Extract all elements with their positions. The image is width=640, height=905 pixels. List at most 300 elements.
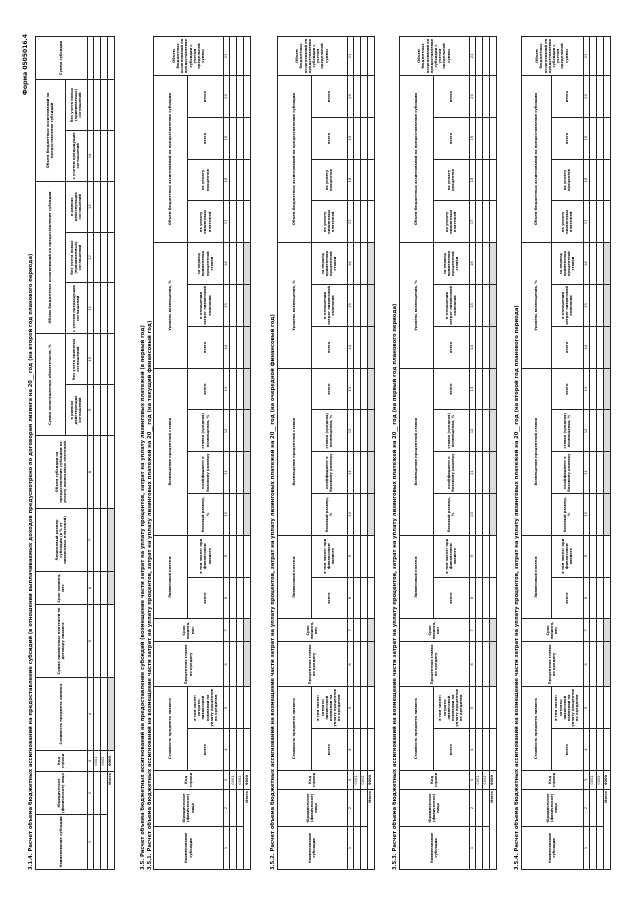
header-cell: Лизинговый размер субсидии (в % от лизинговых платежей) xyxy=(35,508,87,571)
table-cell xyxy=(360,618,367,641)
table-cell xyxy=(353,686,360,728)
table-cell xyxy=(596,789,603,826)
table-cell xyxy=(596,409,603,451)
header-cell: в том числе: затраты лизинговой компании на уплату процентов по кредитам xyxy=(551,686,583,728)
table-cell xyxy=(367,618,374,641)
table-cell: 7 xyxy=(224,618,230,641)
table-cell xyxy=(237,789,244,826)
section-title: 3.5. Расчет объема бюджетных ассигнований на предоставление субсидий (возмещение части затрат на уплату процентов, затрат на уплату лизинговых платежей (в первый год) xyxy=(140,324,146,870)
table-cell xyxy=(596,826,603,869)
table-cell xyxy=(482,577,489,619)
table-cell xyxy=(237,200,244,242)
table-cell xyxy=(475,159,482,201)
table-cell xyxy=(230,368,237,410)
header-cell: коэффициент к базовому размеру xyxy=(433,451,469,493)
table-cell xyxy=(475,826,482,869)
header-cell: базовый размер, % xyxy=(551,493,583,535)
table-cell: 14 xyxy=(583,326,589,368)
table-cell: 2 xyxy=(583,789,589,826)
table-cell xyxy=(244,618,251,641)
table-cell xyxy=(230,789,237,826)
col-num: 7 xyxy=(87,508,93,571)
col-num: 8 xyxy=(87,435,93,508)
table-cell xyxy=(475,641,482,686)
table-cell: 11 xyxy=(469,451,475,493)
table-cell: 2 xyxy=(469,789,475,826)
header-cell: на уплату процентов xyxy=(433,159,469,201)
table-cell: 7 xyxy=(583,618,589,641)
header-cell: Юридическое (физическое) лицо xyxy=(521,789,583,826)
table-cell xyxy=(596,728,603,770)
table-cell xyxy=(244,368,251,410)
header-cell: в рамках действующих соглашений xyxy=(65,384,87,435)
table-cell xyxy=(603,242,610,284)
table-cell: 20 xyxy=(347,75,353,117)
table-cell xyxy=(353,789,360,826)
table-cell xyxy=(353,117,360,159)
header-cell: Уровень возмещения, % xyxy=(277,242,311,367)
section-subtitle: 3.5.1. Расчет объема бюджетных ассигнований на возмещение части затрат на уплату процентов, затрат на уплату лизинговых платежей на 20__ год (на текущий финансовый год) xyxy=(146,320,153,870)
col-num: 2 xyxy=(87,771,93,814)
table-cell xyxy=(93,130,100,181)
table-cell xyxy=(360,535,367,577)
header-cell: всего xyxy=(188,117,224,159)
table-cell: 10 xyxy=(224,493,230,535)
table-cell xyxy=(482,641,489,686)
table-cell xyxy=(596,242,603,284)
table-cell: 18 xyxy=(224,159,230,201)
header-cell: базовый размер, % xyxy=(188,493,224,535)
header-cell: всего xyxy=(188,326,224,368)
table-cell xyxy=(100,384,107,435)
header-cell: Лизинговый платеж xyxy=(154,535,188,619)
table-cell: 17 xyxy=(583,200,589,242)
table-cell xyxy=(589,728,596,770)
table-cell xyxy=(489,242,496,284)
table-cell xyxy=(93,508,100,571)
table-cell xyxy=(603,409,610,451)
col-num: 6 xyxy=(87,571,93,604)
table-cell xyxy=(237,686,244,728)
table-cell xyxy=(589,641,596,686)
table-cell xyxy=(475,451,482,493)
table-cell: 3 xyxy=(224,770,230,789)
header-cell: Юридическое (физическое) лицо xyxy=(277,789,347,826)
header-cell: всего xyxy=(311,326,347,368)
total-code: 9000 xyxy=(107,750,114,771)
header-cell: Код строки xyxy=(399,770,469,789)
header-cell: в отношении затрат лизинговой компании xyxy=(311,284,347,326)
table-cell xyxy=(482,159,489,201)
table-cell: 18 xyxy=(347,159,353,201)
table-cell xyxy=(93,384,100,435)
table-row xyxy=(100,36,107,869)
header-cell: итого xyxy=(551,75,583,117)
table-cell xyxy=(244,535,251,577)
table-cell: Итого xyxy=(603,789,610,869)
table-cell xyxy=(100,282,107,333)
table-cell xyxy=(489,409,496,451)
table-cell xyxy=(93,771,100,814)
header-cell: ставка (средняя) возмещения, % xyxy=(551,409,583,451)
table-cell xyxy=(589,493,596,535)
table-cell xyxy=(360,159,367,201)
table-cell xyxy=(596,451,603,493)
header-cell: коэффициент к базовому размеру xyxy=(551,451,583,493)
table-cell xyxy=(596,75,603,117)
table-cell xyxy=(244,641,251,686)
header-cell: на уплату процентов xyxy=(311,159,347,201)
table-cell: 7 xyxy=(469,618,475,641)
header-cell: Лизинговый платеж xyxy=(277,535,311,619)
table-cell xyxy=(100,130,107,181)
header-cell: Срок лизинга, мес xyxy=(521,618,583,641)
header-cell: в отношении затрат лизинговой компании xyxy=(433,284,469,326)
table-cell: 0002 xyxy=(596,770,603,789)
table-cell: Итого xyxy=(244,789,251,869)
table-cell xyxy=(589,618,596,641)
table-cell xyxy=(596,368,603,410)
table-cell xyxy=(482,368,489,410)
table-cell xyxy=(482,326,489,368)
header-cell: Наименование субсидии xyxy=(399,826,469,869)
table-cell: 13 xyxy=(469,368,475,410)
table-cell: 0001 xyxy=(589,770,596,789)
header-cell: на уплату лизинговых платежей xyxy=(188,200,224,242)
header-cell: всего xyxy=(188,728,224,770)
table-cell xyxy=(100,232,107,283)
table-cell xyxy=(100,435,107,508)
table-cell xyxy=(489,451,496,493)
table-cell: Итого xyxy=(489,789,496,869)
row-code: 0002 xyxy=(100,750,107,771)
section-title: 3.5.2. Расчет объема бюджетных ассигнований на возмещение части затрат на уплату процентов, затрат на уплату лизинговых платежей на 20__ год (на очередной финансовый год) xyxy=(270,313,276,870)
table-cell xyxy=(360,686,367,728)
table-cell xyxy=(475,200,482,242)
table-cell xyxy=(353,535,360,577)
table-cell xyxy=(230,577,237,619)
table-cell xyxy=(244,200,251,242)
table-cell xyxy=(482,242,489,284)
header-cell: всего xyxy=(433,326,469,368)
header-cell: Наименование субсидии xyxy=(277,826,347,869)
header-cell: Возмещение процентной ставки xyxy=(521,368,551,535)
table-cell xyxy=(475,493,482,535)
table-cell xyxy=(360,728,367,770)
table-cell xyxy=(360,409,367,451)
table-cell xyxy=(360,117,367,159)
header-cell: коэффициент к базовому размеру xyxy=(188,451,224,493)
header-cell: с учетом предыдущих соглашений xyxy=(65,282,87,333)
table-cell: 10 xyxy=(347,493,353,535)
table-cell xyxy=(360,789,367,826)
table-cell: 4 xyxy=(224,728,230,770)
table-cell xyxy=(100,79,107,130)
table-cell xyxy=(596,577,603,619)
header-cell: в том числе: при финансовом лизинге xyxy=(311,535,347,577)
table-row xyxy=(589,36,596,869)
header-cell: на уплату лизинговых платежей xyxy=(433,200,469,242)
table-cell xyxy=(589,326,596,368)
table-cell xyxy=(353,493,360,535)
table-cell xyxy=(244,159,251,201)
header-cell: Процентная ставка по кредиту xyxy=(521,641,583,686)
table-cell xyxy=(589,284,596,326)
table-cell: 15 xyxy=(469,284,475,326)
table-cell xyxy=(230,159,237,201)
row-code: 0001 xyxy=(93,750,100,771)
header-cell: Лизинговый платеж xyxy=(521,535,551,619)
header-cell: ставка (средняя) возмещения, % xyxy=(433,409,469,451)
header-cell: Наименование субсидии xyxy=(35,814,87,869)
table-cell: 4 xyxy=(347,728,353,770)
table-cell xyxy=(360,577,367,619)
header-cell: итого xyxy=(311,75,347,117)
table-cell: 21 xyxy=(347,36,353,75)
table-cell xyxy=(237,75,244,117)
table-cell xyxy=(589,200,596,242)
header-cell: всего xyxy=(433,368,469,410)
table-cell xyxy=(603,326,610,368)
col-num: 11 xyxy=(87,282,93,333)
table-row xyxy=(475,36,482,869)
table-cell xyxy=(230,242,237,284)
table-cell xyxy=(244,577,251,619)
header-cell: на уплату процентов xyxy=(551,159,583,201)
header-cell: Стоимость предмета лизинга xyxy=(35,677,87,750)
table-cell xyxy=(100,677,107,750)
table-cell xyxy=(482,117,489,159)
table-cell xyxy=(107,604,114,677)
table-cell xyxy=(244,117,251,159)
header-cell: Объем бюджетных ассигнований на предоставление субсидии xyxy=(35,181,65,334)
table-cell xyxy=(230,284,237,326)
header-cell: Срок лизинга, мес xyxy=(277,618,347,641)
table-cell xyxy=(482,686,489,728)
table-cell: 5 xyxy=(347,686,353,728)
table-cell xyxy=(360,75,367,117)
header-cell: Код строки xyxy=(35,750,87,771)
table-cell: 9000 xyxy=(489,770,496,789)
table-cell xyxy=(230,618,237,641)
table-cell xyxy=(482,284,489,326)
header-cell: без учета новых (принимаемых) соглашений xyxy=(65,232,87,283)
table-cell xyxy=(589,686,596,728)
header-cell: Объем бюджетных ассигнований на предоставление субсидии с учетом предельной суммы xyxy=(154,36,224,75)
header-cell: на уплату процентов xyxy=(188,159,224,201)
table-cell: 12 xyxy=(469,409,475,451)
table-cell xyxy=(482,789,489,826)
section-3-5-2 xyxy=(270,36,375,870)
table-cell xyxy=(482,535,489,577)
header-cell: всего xyxy=(311,728,347,770)
table-cell xyxy=(237,409,244,451)
header-cell: всего xyxy=(551,577,583,619)
header-cell: Объем бюджетных ассигнований на предоставление субсидии с учетом предельной суммы xyxy=(277,36,347,75)
table-cell xyxy=(589,826,596,869)
table-cell: 17 xyxy=(224,200,230,242)
table-cell xyxy=(93,677,100,750)
table-cell xyxy=(93,232,100,283)
table-cell xyxy=(107,36,114,79)
table-cell xyxy=(589,577,596,619)
table-cell xyxy=(230,36,237,75)
total-row xyxy=(367,36,374,869)
table-cell xyxy=(603,159,610,201)
header-cell: в отношении затрат лизинговой компании xyxy=(551,284,583,326)
header-cell: Лизинговый платеж xyxy=(399,535,433,619)
table-cell xyxy=(107,282,114,333)
table-cell: 0002 xyxy=(482,770,489,789)
table-cell xyxy=(230,686,237,728)
table-cell: 16 xyxy=(583,242,589,284)
table-cell xyxy=(244,36,251,75)
col-num: 14 xyxy=(87,130,93,181)
table-cell xyxy=(367,242,374,284)
header-cell: Процентная ставка по кредиту xyxy=(277,641,347,686)
header-cell: в том числе: при финансовом лизинге xyxy=(188,535,224,577)
table-cell xyxy=(353,75,360,117)
table-cell xyxy=(596,535,603,577)
table-cell xyxy=(489,618,496,641)
section-3-1-4 xyxy=(28,36,115,870)
table-cell xyxy=(596,117,603,159)
table-cell xyxy=(93,282,100,333)
table-cell xyxy=(603,117,610,159)
table-cell: 2 xyxy=(224,789,230,826)
table-cell xyxy=(475,117,482,159)
table-cell: 12 xyxy=(224,409,230,451)
col-num: 4 xyxy=(87,677,93,750)
header-cell: за период применения процентной ставки xyxy=(311,242,347,284)
table-3-5-1 xyxy=(153,36,251,870)
table-cell: 11 xyxy=(224,451,230,493)
header-cell: Стоимость предмета лизинга xyxy=(277,686,311,770)
table-cell xyxy=(93,435,100,508)
table-cell xyxy=(360,826,367,869)
table-cell xyxy=(244,409,251,451)
table-cell xyxy=(589,242,596,284)
table-cell: 6 xyxy=(469,641,475,686)
table-cell xyxy=(367,36,374,75)
table-cell xyxy=(475,409,482,451)
header-cell: Уровень возмещения, % xyxy=(399,242,433,367)
table-cell xyxy=(603,686,610,728)
header-cell: Код строки xyxy=(154,770,224,789)
header-cell: Код строки xyxy=(521,770,583,789)
table-cell xyxy=(100,508,107,571)
table-cell xyxy=(589,117,596,159)
table-cell xyxy=(237,284,244,326)
table-cell xyxy=(589,409,596,451)
table-cell xyxy=(489,36,496,75)
table-cell xyxy=(237,728,244,770)
header-cell: Стоимость предмета лизинга xyxy=(154,686,188,770)
header-cell: за период применения процентной ставки xyxy=(551,242,583,284)
table-cell xyxy=(482,728,489,770)
table-cell xyxy=(589,535,596,577)
header-cell: без учета новых (принимаемых) соглашений xyxy=(65,79,87,130)
table-3-5-4 xyxy=(521,36,611,870)
table-cell xyxy=(603,36,610,75)
header-cell: всего xyxy=(433,117,469,159)
table-cell xyxy=(107,79,114,130)
table-cell xyxy=(244,284,251,326)
header-cell: базовый размер, % xyxy=(433,493,469,535)
table-cell xyxy=(367,577,374,619)
table-cell: 19 xyxy=(224,117,230,159)
table-row xyxy=(482,36,489,869)
header-cell: ставка (средняя) возмещения, % xyxy=(311,409,347,451)
table-cell xyxy=(603,368,610,410)
table-cell xyxy=(596,686,603,728)
table-cell xyxy=(237,36,244,75)
header-cell: в том числе: затраты лизинговой компании на уплату процентов по кредитам xyxy=(311,686,347,728)
table-cell xyxy=(93,79,100,130)
table-cell xyxy=(93,181,100,232)
header-cell: Стоимость предмета лизинга xyxy=(399,686,433,770)
table-cell: 12 xyxy=(347,409,353,451)
table-cell: 1 xyxy=(347,826,353,869)
table-cell xyxy=(475,686,482,728)
table-cell xyxy=(489,368,496,410)
header-cell: за период применения процентной ставки xyxy=(433,242,469,284)
table-cell xyxy=(367,159,374,201)
table-cell xyxy=(107,435,114,508)
header-cell: Срок лизинга, мес xyxy=(154,618,224,641)
table-row xyxy=(230,36,237,869)
table-cell xyxy=(237,326,244,368)
table-cell xyxy=(367,326,374,368)
table-cell xyxy=(603,451,610,493)
table-cell: 14 xyxy=(469,326,475,368)
table-cell: 9000 xyxy=(603,770,610,789)
table-cell: 0001 xyxy=(475,770,482,789)
header-cell: всего xyxy=(188,368,224,410)
table-cell xyxy=(237,159,244,201)
table-cell xyxy=(100,814,107,869)
table-cell xyxy=(367,686,374,728)
table-cell xyxy=(367,409,374,451)
table-cell: 0001 xyxy=(230,770,237,789)
table-cell: 20 xyxy=(224,75,230,117)
table-cell: 16 xyxy=(469,242,475,284)
table-cell: 20 xyxy=(469,75,475,117)
table-3-5-2 xyxy=(277,36,375,870)
table-cell: 5 xyxy=(469,686,475,728)
table-cell: 1 xyxy=(469,826,475,869)
table-cell: 17 xyxy=(347,200,353,242)
table-cell xyxy=(360,368,367,410)
header-cell: на уплату лизинговых платежей xyxy=(311,200,347,242)
table-cell xyxy=(100,333,107,384)
table-cell xyxy=(237,618,244,641)
table-cell: 15 xyxy=(583,284,589,326)
table-cell xyxy=(107,333,114,384)
table-cell: 5 xyxy=(583,686,589,728)
table-cell xyxy=(489,577,496,619)
table-cell xyxy=(589,789,596,826)
table-cell xyxy=(93,571,100,604)
table-cell xyxy=(230,535,237,577)
table-cell xyxy=(237,826,244,869)
table-cell xyxy=(353,451,360,493)
table-cell xyxy=(489,641,496,686)
table-cell: 3 xyxy=(583,770,589,789)
table-cell: 10 xyxy=(583,493,589,535)
table-cell xyxy=(244,326,251,368)
table-cell xyxy=(475,789,482,826)
